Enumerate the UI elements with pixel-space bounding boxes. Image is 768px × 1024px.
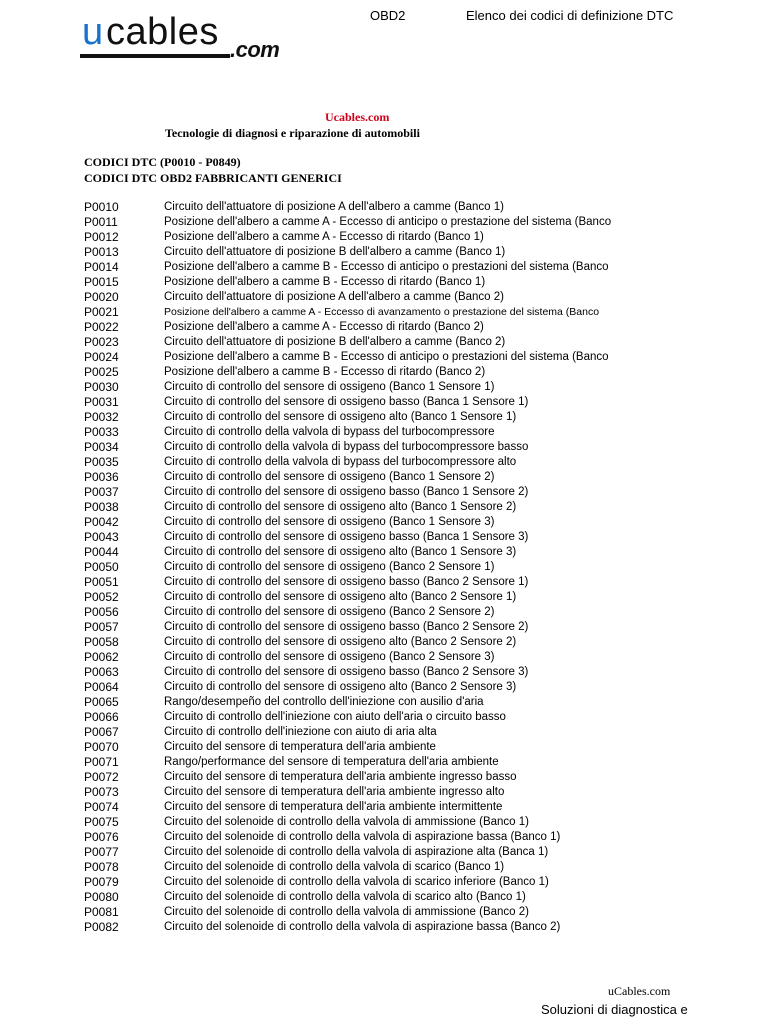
dtc-code: P0064	[84, 680, 119, 694]
site-tagline: Tecnologie di diagnosi e riparazione di automobili	[165, 126, 420, 140]
dtc-row	[84, 215, 744, 230]
dtc-description: Circuito di controllo del sensore di ossigeno alto (Banco 1 Sensore 3)	[164, 546, 517, 558]
dtc-code: P0025	[84, 365, 119, 379]
dtc-row	[84, 785, 744, 800]
dtc-description: Circuito del solenoide di controllo della valvola di scarico inferiore (Banco 1)	[164, 876, 549, 888]
dtc-description: Circuito del solenoide di controllo della valvola di ammissione (Banco 2)	[164, 906, 529, 918]
dtc-description: Rango/desempeño del controllo dell'iniezione con ausilio d'aria	[164, 696, 484, 708]
dtc-description: Circuito di controllo della valvola di bypass del turbocompressore	[164, 426, 495, 438]
dtc-description: Posizione dell'albero a camme A - Eccesso di ritardo (Banco 1)	[164, 231, 484, 243]
dtc-row	[84, 410, 744, 425]
dtc-row	[84, 245, 744, 260]
dtc-row	[84, 335, 744, 350]
dtc-row	[84, 650, 744, 665]
logo-word-cables: cables	[106, 11, 219, 53]
dtc-description: Circuito del sensore di temperatura dell'aria ambiente ingresso basso	[164, 771, 517, 783]
dtc-code: P0011	[84, 215, 118, 229]
dtc-description: Circuito del solenoide di controllo della valvola di aspirazione alta (Banca 1)	[164, 846, 549, 858]
dtc-code: P0022	[84, 320, 119, 334]
dtc-code: P0032	[84, 410, 119, 424]
dtc-row	[84, 305, 744, 320]
dtc-description: Circuito del solenoide di controllo della valvola di ammissione (Banco 1)	[164, 816, 529, 828]
dtc-row	[84, 815, 744, 830]
dtc-description: Circuito di controllo del sensore di ossigeno basso (Banco 2 Sensore 1)	[164, 576, 529, 588]
dtc-row	[84, 905, 744, 920]
dtc-row	[84, 875, 744, 890]
dtc-row	[84, 500, 744, 515]
dtc-code: P0071	[84, 755, 119, 769]
dtc-description: Circuito di controllo della valvola di bypass del turbocompressore basso	[164, 441, 529, 453]
dtc-code: P0024	[84, 350, 119, 364]
logo-letter-u: u	[82, 11, 104, 53]
dtc-description: Circuito del sensore di temperatura dell'aria ambiente	[164, 741, 436, 753]
dtc-code: P0038	[84, 500, 119, 514]
header-obd2-label: OBD2	[370, 8, 406, 23]
dtc-description: Posizione dell'albero a camme A - Eccesso di avanzamento o prestazione del sistema (Banco	[164, 306, 600, 318]
dtc-row	[84, 320, 744, 335]
dtc-row	[84, 440, 744, 455]
site-name: Ucables.com	[325, 110, 390, 124]
dtc-row	[84, 680, 744, 695]
logo-word-com: .com	[230, 37, 280, 62]
section-range-heading: CODICI DTC (P0010 - P0849)	[84, 155, 241, 169]
dtc-code: P0030	[84, 380, 119, 394]
dtc-description: Circuito di controllo della valvola di bypass del turbocompressore alto	[164, 456, 517, 468]
dtc-row	[84, 710, 744, 725]
dtc-description: Circuito di controllo del sensore di ossigeno alto (Banco 2 Sensore 2)	[164, 636, 517, 648]
dtc-code: P0075	[84, 815, 119, 829]
dtc-description: Circuito dell'attuatore di posizione A dell'albero a camme (Banco 2)	[164, 291, 504, 303]
dtc-row	[84, 890, 744, 905]
dtc-code: P0065	[84, 695, 119, 709]
dtc-code: P0034	[84, 440, 119, 454]
dtc-description: Posizione dell'albero a camme A - Eccesso di ritardo (Banco 2)	[164, 321, 484, 333]
dtc-row	[84, 830, 744, 845]
dtc-description: Posizione dell'albero a camme B - Eccesso di anticipo o prestazioni del sistema (Banco	[164, 261, 609, 273]
dtc-code: P0051	[84, 575, 119, 589]
logo-underline	[80, 54, 230, 58]
dtc-code: P0067	[84, 725, 119, 739]
dtc-row	[84, 755, 744, 770]
dtc-code: P0058	[84, 635, 119, 649]
dtc-row	[84, 845, 744, 860]
dtc-description: Circuito del solenoide di controllo della valvola di aspirazione bassa (Banco 1)	[164, 831, 561, 843]
dtc-code: P0042	[84, 515, 119, 529]
dtc-row	[84, 365, 744, 380]
dtc-description: Posizione dell'albero a camme B - Eccesso di ritardo (Banco 1)	[164, 276, 486, 288]
dtc-code: P0074	[84, 800, 119, 814]
dtc-description: Circuito di controllo del sensore di ossigeno alto (Banco 1 Sensore 1)	[164, 411, 517, 423]
dtc-row	[84, 860, 744, 875]
dtc-code: P0076	[84, 830, 119, 844]
dtc-row	[84, 380, 744, 395]
dtc-code: P0023	[84, 335, 119, 349]
dtc-code-list	[84, 200, 744, 935]
dtc-description: Circuito dell'attuatore di posizione B dell'albero a camme (Banco 1)	[164, 246, 506, 258]
dtc-description: Circuito di controllo del sensore di ossigeno alto (Banco 1 Sensore 2)	[164, 501, 517, 513]
dtc-row	[84, 230, 744, 245]
dtc-code: P0021	[84, 305, 119, 319]
dtc-row	[84, 605, 744, 620]
dtc-description: Circuito di controllo del sensore di ossigeno basso (Banco 2 Sensore 2)	[164, 621, 529, 633]
dtc-code: P0063	[84, 665, 119, 679]
dtc-row	[84, 800, 744, 815]
dtc-row	[84, 665, 744, 680]
dtc-description: Circuito di controllo del sensore di ossigeno (Banco 2 Sensore 3)	[164, 651, 495, 663]
dtc-row	[84, 425, 744, 440]
dtc-row	[84, 260, 744, 275]
dtc-code: P0012	[84, 230, 119, 244]
dtc-code: P0078	[84, 860, 119, 874]
dtc-description: Circuito di controllo dell'iniezione con aiuto dell'aria o circuito basso	[164, 711, 506, 723]
dtc-description: Circuito di controllo del sensore di ossigeno basso (Banca 1 Sensore 1)	[164, 396, 529, 408]
dtc-description: Circuito di controllo del sensore di ossigeno alto (Banco 2 Sensore 1)	[164, 591, 517, 603]
dtc-description: Circuito del solenoide di controllo della valvola di aspirazione bassa (Banco 2)	[164, 921, 561, 933]
dtc-code: P0056	[84, 605, 119, 619]
ucables-logo	[80, 10, 290, 62]
dtc-row	[84, 290, 744, 305]
dtc-description: Circuito di controllo dell'iniezione con aiuto di aria alta	[164, 726, 437, 738]
dtc-row	[84, 920, 744, 935]
dtc-description: Circuito di controllo del sensore di ossigeno (Banco 2 Sensore 1)	[164, 561, 495, 573]
dtc-code: P0082	[84, 920, 119, 934]
dtc-code: P0062	[84, 650, 119, 664]
dtc-description: Circuito di controllo del sensore di ossigeno (Banco 1 Sensore 1)	[164, 381, 495, 393]
dtc-row	[84, 350, 744, 365]
dtc-description: Circuito dell'attuatore di posizione A dell'albero a camme (Banco 1)	[164, 201, 504, 213]
dtc-description: Posizione dell'albero a camme B - Eccesso di ritardo (Banco 2)	[164, 366, 486, 378]
dtc-code: P0035	[84, 455, 119, 469]
dtc-code: P0080	[84, 890, 119, 904]
dtc-row	[84, 455, 744, 470]
section-title-heading: CODICI DTC OBD2 FABBRICANTI GENERICI	[84, 171, 342, 185]
dtc-code: P0037	[84, 485, 119, 499]
dtc-row	[84, 485, 744, 500]
dtc-row	[84, 470, 744, 485]
dtc-description: Posizione dell'albero a camme B - Eccesso di anticipo o prestazioni del sistema (Banco	[164, 351, 609, 363]
dtc-description: Circuito del solenoide di controllo della valvola di scarico (Banco 1)	[164, 861, 505, 873]
dtc-code: P0010	[84, 200, 119, 214]
dtc-code: P0036	[84, 470, 119, 484]
dtc-description: Circuito di controllo del sensore di ossigeno (Banco 2 Sensore 2)	[164, 606, 495, 618]
dtc-code: P0072	[84, 770, 119, 784]
dtc-description: Circuito del sensore di temperatura dell'aria ambiente intermittente	[164, 801, 503, 813]
dtc-description: Circuito di controllo del sensore di ossigeno basso (Banco 2 Sensore 3)	[164, 666, 529, 678]
dtc-row	[84, 620, 744, 635]
dtc-row	[84, 770, 744, 785]
dtc-description: Rango/performance del sensore di temperatura dell'aria ambiente	[164, 756, 499, 768]
dtc-row	[84, 530, 744, 545]
dtc-row	[84, 635, 744, 650]
dtc-description: Circuito del solenoide di controllo della valvola di scarico alto (Banco 1)	[164, 891, 526, 903]
dtc-description: Circuito di controllo del sensore di ossigeno (Banco 1 Sensore 3)	[164, 516, 495, 528]
dtc-code: P0020	[84, 290, 119, 304]
footer-tagline: Soluzioni di diagnostica e	[541, 1002, 688, 1017]
dtc-description: Circuito di controllo del sensore di ossigeno alto (Banco 2 Sensore 3)	[164, 681, 517, 693]
dtc-code: P0077	[84, 845, 119, 859]
dtc-description: Circuito del sensore di temperatura dell'aria ambiente ingresso alto	[164, 786, 505, 798]
dtc-row	[84, 575, 744, 590]
dtc-row	[84, 395, 744, 410]
dtc-code: P0031	[84, 395, 119, 409]
dtc-code: P0052	[84, 590, 119, 604]
dtc-code: P0079	[84, 875, 119, 889]
dtc-code: P0081	[84, 905, 119, 919]
dtc-description: Circuito di controllo del sensore di ossigeno basso (Banco 1 Sensore 2)	[164, 486, 529, 498]
dtc-code: P0057	[84, 620, 119, 634]
dtc-code: P0043	[84, 530, 119, 544]
dtc-code: P0066	[84, 710, 119, 724]
dtc-row	[84, 515, 744, 530]
dtc-description: Posizione dell'albero a camme A - Eccesso di anticipo o prestazione del sistema (Banco	[164, 216, 612, 228]
dtc-row	[84, 725, 744, 740]
dtc-code: P0070	[84, 740, 119, 754]
dtc-code: P0050	[84, 560, 119, 574]
dtc-row	[84, 740, 744, 755]
dtc-code: P0073	[84, 785, 119, 799]
dtc-row	[84, 590, 744, 605]
dtc-row	[84, 200, 744, 215]
dtc-row	[84, 545, 744, 560]
dtc-row	[84, 560, 744, 575]
dtc-code: P0015	[84, 275, 119, 289]
dtc-description: Circuito di controllo del sensore di ossigeno (Banco 1 Sensore 2)	[164, 471, 495, 483]
dtc-description: Circuito di controllo del sensore di ossigeno basso (Banca 1 Sensore 3)	[164, 531, 529, 543]
dtc-code: P0013	[84, 245, 119, 259]
dtc-code: P0044	[84, 545, 119, 559]
dtc-code: P0014	[84, 260, 119, 274]
dtc-description: Circuito dell'attuatore di posizione B dell'albero a camme (Banco 2)	[164, 336, 506, 348]
footer-site-name: uCables.com	[608, 984, 671, 998]
dtc-code: P0033	[84, 425, 119, 439]
header-document-title: Elenco dei codici di definizione DTC	[466, 8, 674, 23]
dtc-row	[84, 695, 744, 710]
dtc-row	[84, 275, 744, 290]
